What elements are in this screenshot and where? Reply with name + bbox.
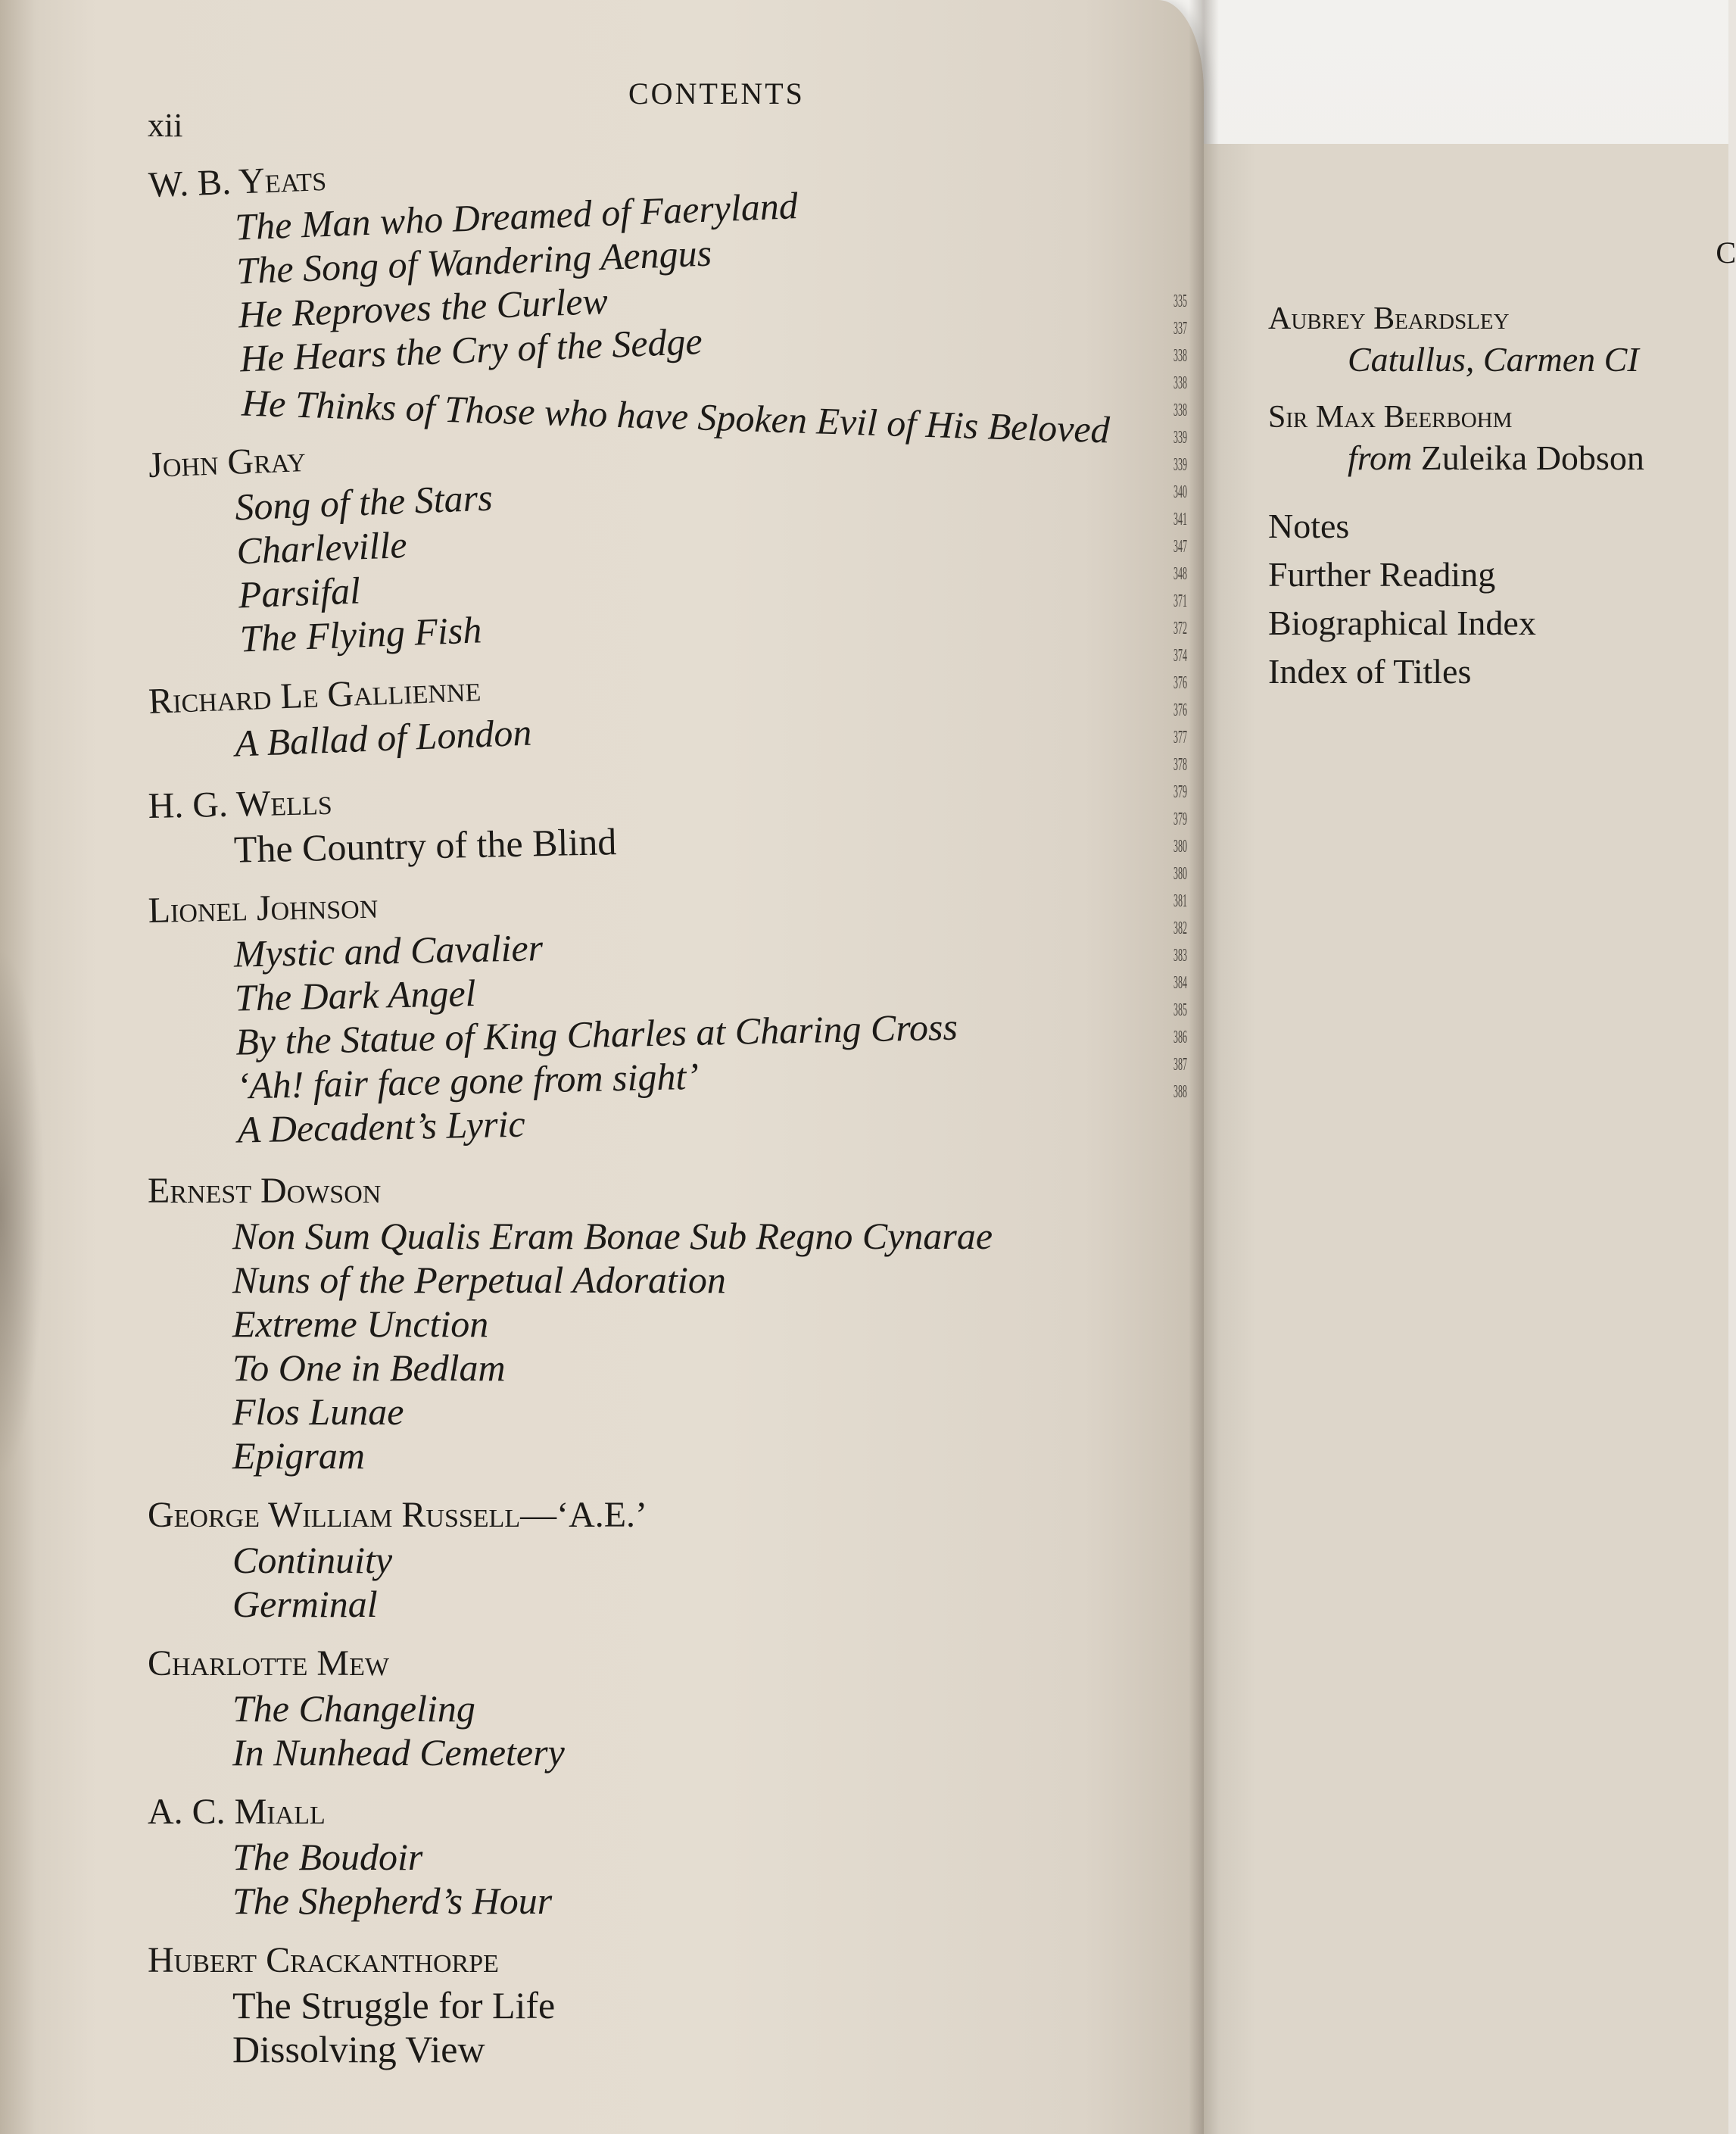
toc-author: Lionel Johnson [148, 885, 379, 931]
toc-title: The Man who Dreamed of Faeryland [234, 184, 799, 248]
back-matter-item: Further Reading [1268, 555, 1496, 594]
toc-title: Non Sum Qualis Eram Bonae Sub Regno Cynarae [232, 1215, 993, 1257]
toc-entry-crackanthorpe [148, 1938, 1162, 2071]
toc-title: A Decadent’s Lyric [237, 1102, 526, 1151]
toc-title: Mystic and Cavalier [233, 926, 544, 975]
page-number: 382 [1173, 919, 1187, 938]
table-of-contents-continued [1268, 299, 1722, 696]
page-number: 374 [1173, 646, 1187, 666]
back-matter-item: Biographical Index [1268, 604, 1536, 642]
page-number: 388 [1173, 1082, 1187, 1102]
toc-title: Parsifal [237, 569, 361, 616]
toc-title: He Thinks of Those who have Spoken Evil of His Beloved [241, 381, 1111, 451]
right-page [1204, 144, 1736, 2134]
page-number: 386 [1173, 1028, 1187, 1047]
page-number: 335 [1173, 292, 1187, 311]
toc-entry-mew [148, 1641, 1162, 1774]
back-matter-list [1268, 502, 1722, 696]
page-number: 338 [1173, 373, 1187, 393]
toc-entry-beerbohm [1268, 398, 1722, 479]
page-number: 376 [1173, 700, 1187, 720]
page-folio: xii [148, 107, 183, 144]
toc-title: Extreme Unction [232, 1303, 489, 1345]
page-number: 385 [1173, 1000, 1187, 1020]
toc-title: In Nunhead Cemetery [232, 1731, 565, 1774]
page-number: 380 [1173, 864, 1187, 884]
toc-entry-johnson [148, 867, 1167, 1153]
toc-author: H. G. Wells [148, 782, 333, 826]
toc-author: John Gray [148, 439, 307, 485]
toc-title [1348, 437, 1722, 479]
toc-title: The Song of Wandering Aengus [235, 231, 712, 292]
toc-title: The Dark Angel [234, 971, 477, 1019]
toc-title: ‘Ah! fair face gone from sight’ [235, 1054, 700, 1107]
toc-title: He Reproves the Curlew [237, 279, 609, 336]
toc-title: The Boudoir [232, 1836, 423, 1878]
table-of-contents [148, 158, 1162, 2086]
page-number: 376 [1173, 673, 1187, 693]
page-number: 339 [1173, 455, 1187, 475]
page-number: 379 [1173, 782, 1187, 802]
toc-author: Sir Max Beerbohm [1268, 400, 1513, 435]
page-number: 372 [1173, 619, 1187, 638]
toc-author: W. B. Yeats [148, 158, 328, 205]
toc-author: George William Russell—‘A.E.’ [148, 1495, 648, 1535]
toc-entry-gray [148, 404, 1170, 664]
toc-entry-yeats [148, 124, 1171, 451]
toc-title: Germinal [232, 1583, 378, 1625]
toc-title-text: Zuleika Dobson [1420, 438, 1644, 477]
page-number: 384 [1173, 973, 1187, 993]
toc-title: Nuns of the Perpetual Adoration [232, 1259, 726, 1301]
back-matter-item: Index of Titles [1268, 652, 1472, 691]
toc-title: The Shepherd’s Hour [232, 1880, 553, 1922]
toc-title: Song of the Stars [234, 476, 494, 529]
toc-entry-wells [148, 763, 1164, 873]
toc-title: By the Statue of King Charles at Charing Cross [235, 1005, 958, 1063]
running-head: CONTENTS [628, 76, 805, 111]
toc-title: The Struggle for Life [232, 1984, 556, 2026]
toc-entry-dowson [148, 1168, 1162, 1477]
page-number: 338 [1173, 346, 1187, 366]
page-number: 379 [1173, 810, 1187, 829]
toc-title: Continuity [232, 1539, 393, 1581]
toc-title: A Ballad of London [234, 710, 533, 765]
toc-title-prefix: from [1348, 438, 1413, 477]
toc-title: He Hears the Cry of the Sedge [238, 320, 703, 380]
toc-author: A. C. Miall [148, 1792, 326, 1832]
back-matter-item: Notes [1268, 507, 1350, 545]
page-number: 380 [1173, 837, 1187, 856]
page-number: 378 [1173, 755, 1187, 775]
toc-entry-le-gallienne [148, 641, 1165, 769]
toc-title: Flos Lunae [232, 1390, 404, 1433]
running-head-fragment: C [1716, 236, 1736, 270]
toc-author: Ernest Dowson [148, 1171, 382, 1211]
toc-author: Richard Le Gallienne [148, 669, 482, 722]
toc-title: The Changeling [232, 1687, 475, 1730]
page-number: 339 [1173, 428, 1187, 448]
page-shadow [0, 947, 45, 1477]
toc-title: Charleville [235, 523, 408, 572]
page-number: 377 [1173, 728, 1187, 747]
page-number: 341 [1173, 510, 1187, 529]
toc-entry-russell [148, 1493, 1162, 1626]
toc-title: Epigram [232, 1434, 365, 1477]
page-number: 383 [1173, 946, 1187, 966]
toc-author: Aubrey Beardsley [1268, 301, 1510, 336]
page-number: 337 [1173, 319, 1187, 339]
page-number: 338 [1173, 401, 1187, 420]
toc-author: Hubert Crackanthorpe [148, 1940, 499, 1980]
toc-title: The Country of the Blind [233, 820, 617, 871]
page-number: 371 [1173, 591, 1187, 611]
toc-entry-beardsley [1268, 299, 1722, 381]
page-number: 347 [1173, 537, 1187, 557]
toc-author: Charlotte Mew [148, 1643, 389, 1683]
toc-title: Dissolving View [232, 2028, 485, 2070]
toc-title: To One in Bedlam [232, 1346, 506, 1389]
page-number: 348 [1173, 564, 1187, 584]
page-number: 387 [1173, 1055, 1187, 1075]
page-number: 381 [1173, 891, 1187, 911]
toc-title: The Flying Fish [238, 608, 483, 660]
page-number: 340 [1173, 482, 1187, 502]
toc-title: Catullus, Carmen CI [1348, 340, 1639, 379]
toc-entry-miall [148, 1789, 1162, 1923]
